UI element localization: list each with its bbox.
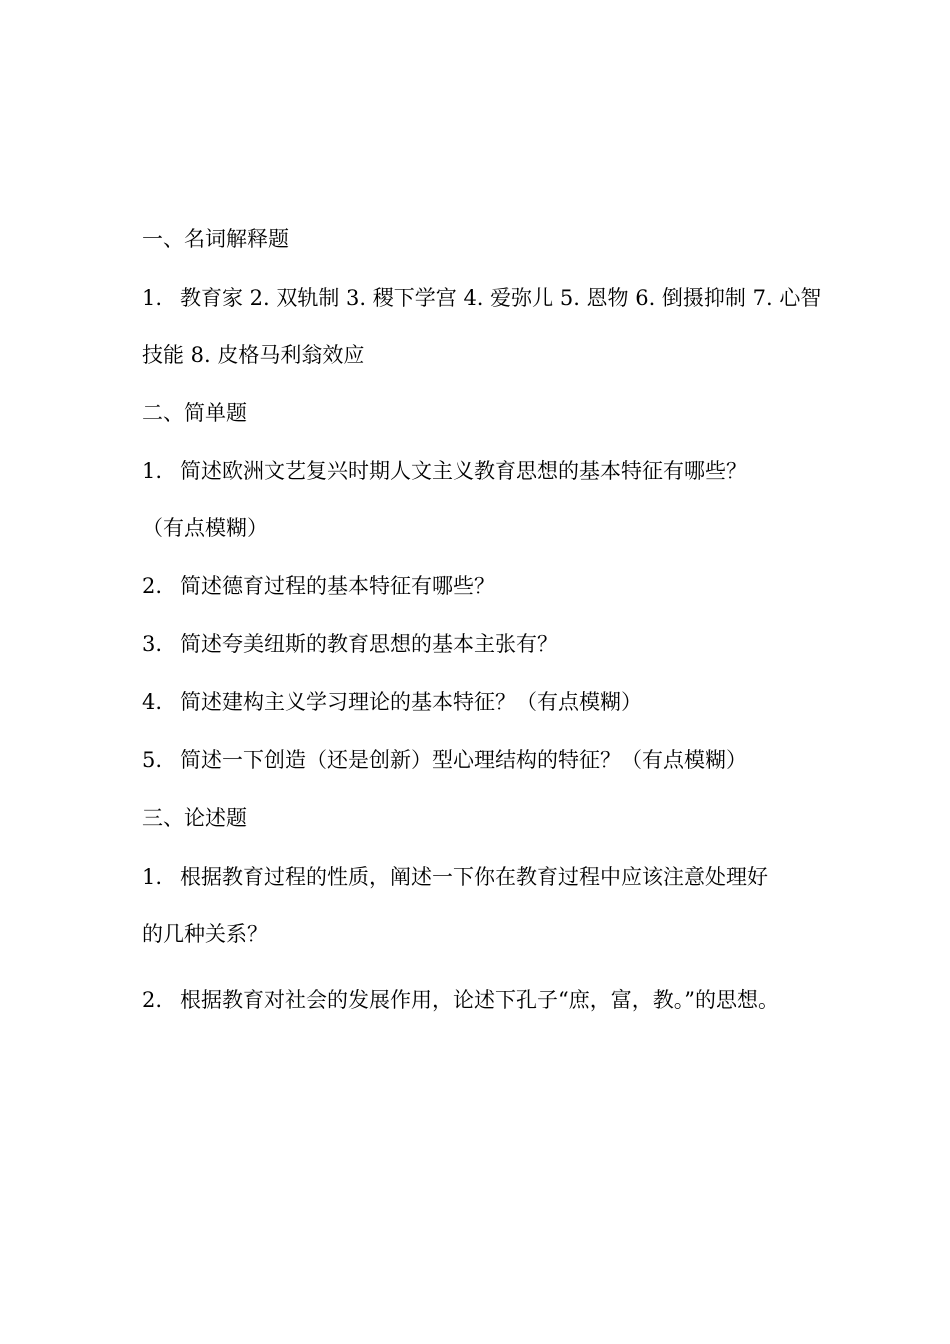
question-text: 简述建构主义学习理论的基本特征？（有点模糊） — [180, 690, 642, 714]
section-1-question-1-continued: 技能 8. 皮格马利翁效应 — [142, 343, 365, 367]
section-2-question-1 — [142, 459, 812, 483]
section-2-question-2 — [142, 574, 812, 598]
question-number: 1. — [142, 865, 163, 889]
question-number: 4. — [142, 690, 163, 714]
question-text: 简述夸美纽斯的教育思想的基本主张有？ — [180, 632, 558, 656]
question-number: 1. — [142, 286, 163, 310]
question-text: 根据教育对社会的发展作用，论述下孔子“庶，富，教。”的思想。 — [180, 988, 779, 1012]
question-number: 5. — [142, 748, 163, 772]
section-1-question-1 — [142, 286, 822, 310]
section-2-question-4 — [142, 690, 812, 714]
section-3-question-1 — [142, 865, 812, 889]
question-text: 根据教育过程的性质，阐述一下你在教育过程中应该注意处理好 — [180, 865, 768, 889]
question-number: 2. — [142, 574, 163, 598]
question-text: 简述一下创造（还是创新）型心理结构的特征？（有点模糊） — [180, 748, 747, 772]
question-number: 3. — [142, 632, 163, 656]
section-2-question-1-note: （有点模糊） — [142, 516, 268, 540]
section-2-question-5 — [142, 748, 812, 772]
question-text: 简述德育过程的基本特征有哪些？ — [180, 574, 495, 598]
question-number: 1. — [142, 459, 163, 483]
question-number: 2. — [142, 988, 163, 1012]
question-text: 简述欧洲文艺复兴时期人文主义教育思想的基本特征有哪些？ — [180, 459, 747, 483]
section-2-heading: 二、简单题 — [142, 401, 247, 425]
section-1-heading: 一、名词解释题 — [142, 227, 289, 251]
question-text: 教育家 2. 双轨制 3. 稷下学宫 4. 爱弥儿 5. 恩物 6. 倒摄抑制 7. 心智 — [180, 286, 822, 310]
section-3-heading: 三、论述题 — [142, 806, 247, 830]
section-3-question-2 — [142, 989, 812, 1011]
section-3-question-1-continued: 的几种关系？ — [142, 922, 268, 946]
section-2-question-3 — [142, 632, 812, 656]
